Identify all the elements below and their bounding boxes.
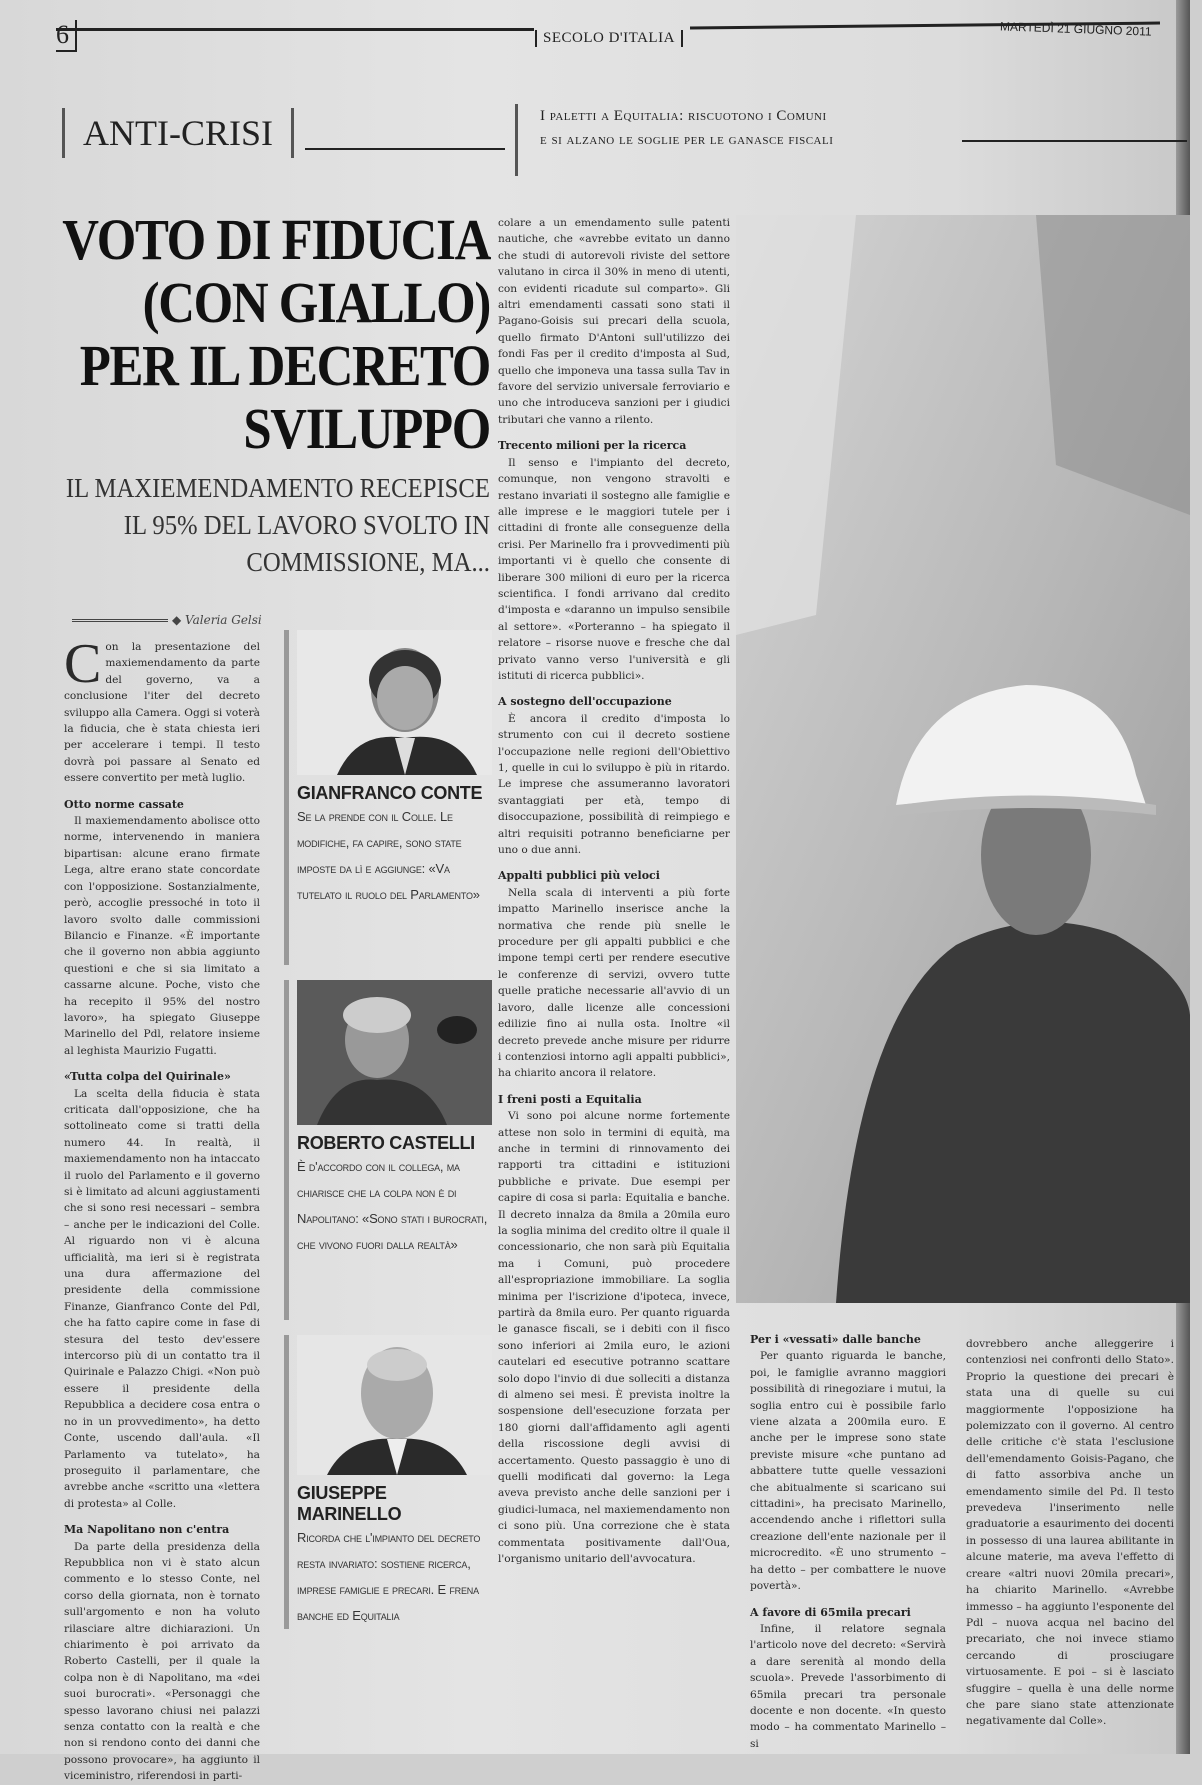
subheading: A favore di 65mila precari [750, 1605, 911, 1619]
intro-text: on la presentazione del maxiemendamento da parte del governo, va a conclusione l'iter del decreto sviluppo alla Camera. Oggi si voterà la fiducia, che è stata chiesta ieri per accelerare i tempi. Il testo dovrà poi passare al Senato ed essere convertito per metà luglio. [64, 641, 260, 785]
portrait-photo-conte [297, 630, 492, 775]
paragraph: Infine, il relatore segnala l'articolo nove del decreto: «Servirà a dare serenità al mondo della scuola». Prevede l'assorbimento di 65mila precari tra personale docente e non docente. «In questo modo – ha commentato Marinello – si [750, 1622, 946, 1750]
kicker-rule [305, 148, 505, 150]
worker-hardhat-photo [736, 215, 1190, 1303]
quote-box-marinello [297, 1483, 489, 1629]
quote-name: GIUSEPPE MARINELLO [297, 1483, 402, 1524]
byline-rule [72, 619, 168, 622]
paragraph: Vi sono poi alcune norme fortemente attese non solo in termini di equità, ma anche in termini di rinnovamento dei rapporti tra cittadini e istituzioni pubbliche e private. Due esempi per capire di cosa si parla: Equitalia e banche. Il decreto innalza da 8mila a 20mila euro la soglia minima del credito oltre il quale il concessionario, che non sarà più Equitalia ma i Comuni, può procedere all'espropriazione immobiliare. La soglia minima per l'iscrizione d'ipoteca, invece, partirà da 8mila euro. Per quanto riguarda le ganasce fiscali, se i debiti con il fisco sono inferiori ai 2mila euro, le azioni cautelari ed esecutive potranno scattare solo dopo l'invio di due solleciti a distanza di almeno sei mesi. È prevista inoltre la sospensione dell'esecuzione forzata per 180 giorni dall'affidamento agli agenti della riscossione degli avvisi di accertamento. Questo passaggio è uno di quelli modificati dal governo: la Lega aveva previsto anche delle sanzioni per i giudici-lumaca, nel maxiemendamento non ci sono più. Una correzione che è stata commentata positivamente dall'Oua, l'organismo unitario dell'avvocatura. [498, 1110, 730, 1566]
quote-name: ROBERTO CASTELLI [297, 1133, 475, 1153]
diamond-icon: ◆ [172, 613, 186, 627]
column-3 [498, 215, 730, 1568]
article-subhead: IL MAXIEMENDAMENTO RECEPISCE IL 95% DEL LAVORO SVOLTO IN COMMISSIONE, MA... [65, 473, 490, 577]
subheading: Otto norme cassate [64, 797, 184, 811]
masthead: SECOLO D'ITALIA [535, 30, 683, 47]
quote-block-conte [284, 630, 489, 965]
column-4 [750, 1332, 946, 1752]
byline-row [60, 611, 490, 629]
subheading: Appalti pubblici più veloci [498, 869, 660, 883]
side-rule [962, 140, 1187, 142]
subheading: Trecento milioni per la ricerca [498, 439, 687, 453]
paragraph: È ancora il credito d'imposta lo strumento con cui il decreto sostiene l'occupazione nelle regioni dell'Obiettivo 1, quelle in cui lo sviluppo è più in ritardo. Le imprese che assumeranno lavoratori svantaggiati per età, tempo di disoccupazione, possibilità di reimpiego e altri requisiti potranno beneficiarne per uno o due anni. [498, 712, 730, 857]
subheading: A sostegno dell'occupazione [498, 695, 672, 709]
byline [172, 613, 262, 627]
quote-box-castelli [297, 1133, 489, 1258]
side-headline [515, 104, 833, 176]
drop-cap: C [64, 633, 102, 695]
quote-block-marinello [284, 1335, 489, 1629]
quote-name: GIANFRANCO CONTE [297, 783, 483, 803]
subheading: I freni posti a Equitalia [498, 1092, 642, 1106]
subheading: «Tutta colpa del Quirinale» [64, 1070, 231, 1084]
portrait-photo-marinello [297, 1335, 492, 1475]
portrait-photo-castelli [297, 980, 492, 1125]
headline-wrapper [60, 208, 490, 460]
paragraph: Nella scala di interventi a più forte impatto Marinello inserisce anche la normativa che rende più snelle le procedure per gli appalti pubblici e che impone tempi certi per rendere esecutive le conferenze di servizi, ovvero tutte quelle pratiche necessarie all'avvio di un lavoro, dalle licenze alle concessioni edilizie fino ai nulla osta. Inoltre «il decreto prevede anche misure per ridurre i contenziosi intorno agli appalti pubblici», ha chiarito ancora il relatore. [498, 886, 730, 1080]
page-number: 6 [56, 20, 77, 52]
paragraph: Da parte della presidenza della Repubblica non vi è stato alcun commento e lo stesso Conte, nel corso della giornata, non è tornato sull'argomento e non ha voluto rilasciare altre dichiarazioni. Un chiarimento è poi arrivato da Roberto Castelli, per il quale la colpa non è di Napolitano, ma «dei suoi burocrati». «Personaggi che spesso lavorano chiusi nei palazzi senza contatto con la realtà e che non si rendono conto dei danni che possono provocare», ha aggiunto il viceministro, riferendosi in parti- [64, 1540, 260, 1783]
quote-text: È d'accordo con il collega, ma chiarisce che la colpa non è di Napolitano: «Sono stati i burocrati, che vivono fuori dalla realtà» [297, 1159, 488, 1252]
paragraph: La scelta della fiducia è stata criticata dall'opposizione, che ha sottolineato come si tratti della numero 44. In realtà, il maxiemendamento non ha intaccato il ruolo del Parlamento e il governo si è limitato ad alcuni aggiustamenti che si sono resi necessari – sembra – anche per le indicazioni del Colle. Al riguardo non vi è alcuna ufficialità, ma ieri si è registrata una dura affermazione del presidente della commissione Finanze, Gianfranco Conte del Pdl, che ha fatto capire come in fase di stesura del testo dev'essere intercorso più di un contatto tra il Quirinale e Palazzo Chigi. «Non può essere il presidente della Repubblica a decidere cosa entra o no in un provvedimento», ha detto Conte, uscendo dall'aula. «Il Parlamento va tutelato», ha proseguito il parlamentare, che avrebbe anche «scritto una «lettera di protesta» al Colle. [64, 1087, 260, 1510]
header-rule-left [56, 28, 534, 31]
article-headline: VOTO DI FIDUCIA (CON GIALLO) PER IL DECRETO SVILUPPO [62, 207, 490, 461]
side-headline-line-1: I paletti a Equitalia: riscuotono i Comuni [540, 108, 827, 124]
author-name: Valeria Gelsi [185, 613, 262, 627]
paragraph: Per quanto riguarda le banche, poi, le famiglie avranno maggiori possibilità di rinegoziare i mutui, la soglia entro cui è possibile farlo viene alzata a 200mila euro. E anche per le imprese sono state previste misure «che puntano ad abbattere tutte quelle vessazioni che abitualmente si scaricano sui cittadini», ha precisato Marinello, accendendo anche i riflettori sulla creazione dell'ente nazionale per il microcredito. «È uno strumento – ha detto – per combattere le nuove povertà». [750, 1350, 946, 1593]
issue-date: MARTEDÌ 21 GIUGNO 2011 [999, 19, 1152, 39]
section-kicker: ANTI-CRISI [62, 108, 294, 158]
column-5 [966, 1336, 1174, 1730]
paragraph: dovrebbero anche alleggerire i contenziosi nei confronti dello Stato». Proprio la questione dei precari è stata una di quelle su cui maggiormente l'opposizione ha polemizzato con il governo. Al centro delle critiche c'è stata l'esclusione dell'emendamento Goisis-Pagano, che di fatto assorbiva anche un emendamento simile del Pd. Il testo prevedeva l'inserimento nelle graduatorie a esaurimento dei docenti in possesso di una laurea abilitante in alcune materie, ma aveva l'effetto di creare «altri nuovi 20mila precari», ha chiarito Marinello. «Avrebbe immesso – ha aggiunto l'esponente del Pdl – nuova acqua nel bacino del precariato, che noi invece stiamo cercando di prosciugare virtuosamente. E poi – si è lasciato sfuggire – quella è una delle norme che pare siano state attenzionate negativamente dal Colle». [966, 1338, 1174, 1728]
paragraph: Il maxiemendamento abolisce otto norme, intervenendo in maniera bipartisan: alcune erano firmate Lega, altre erano state concordate con l'opposizione. Sostanzialmente, però, accoglie pressoché in toto il lavoro svolto dalle commissioni Bilancio e Finanze. «È importante che il governo non abbia aggiunto questioni e che si sia limitato a cassarne alcune. Poche, visto che ha recepito il 95% del nostro lavoro», ha spiegato Giuseppe Marinello del Pdl, relatore insieme al leghista Maurizio Fugatti. [64, 815, 260, 1057]
quote-text: Ricorda che l'impianto del decreto resta invariato: sostiene ricerca, imprese famiglie e precari. E frena banche ed Equitalia [297, 1530, 481, 1623]
subhead-wrapper [60, 460, 490, 581]
subheading: Ma Napolitano non c'entra [64, 1523, 230, 1537]
paragraph: colare a un emendamento sulle patenti nautiche, che «avrebbe evitato un danno che studi di autorevoli riviste del settore valutano in circa il 30% in meno di utenti, con evidenti ricadute sul comparto». Gli altri emendamenti cassati sono stati il Pagano-Goisis sui precari della scuola, quello firmato D'Antoni sull'utilizzo dei fondi Fas per il credito d'imposta al Sud, quello che imponeva una tassa sulla Tav in favore del servizio universale ferroviario e uno che introduceva sanzioni per i giudici tributari che vanno a rilento. [498, 217, 730, 426]
side-headline-line-2: e si alzano le soglie per le ganasce fiscali [540, 132, 834, 148]
quote-block-castelli [284, 980, 489, 1320]
paragraph: Il senso e l'impianto del decreto, comunque, non vengono stravolti e restano invariati il sostegno alle famiglie e alle imprese e le maggiori tutele per i cittadini di fronte alle conseguenze della crisi. Per Marinello fra i provvedimenti più importanti vi è quello che consente di liberare 300 milioni di euro per la ricerca scientifica. I fondi arrivano dal credito d'imposta e «daranno un impulso sensibile al settore». «Porteranno – ha spiegato il relatore – risorse nuove e fresche che dal privato vanno verso l'università e gli istituti di ricerca pubblici». [498, 456, 730, 682]
subheading: Per i «vessati» dalle banche [750, 1333, 921, 1346]
quote-text: Se la prende con il Colle. Le modifiche, fa capire, sono state imposte da lì e aggiunge: «Va tutelato il ruolo del Parlamento» [297, 809, 480, 902]
column-1 [64, 633, 260, 1785]
quote-column [284, 630, 489, 1629]
quote-box-conte [297, 783, 489, 908]
